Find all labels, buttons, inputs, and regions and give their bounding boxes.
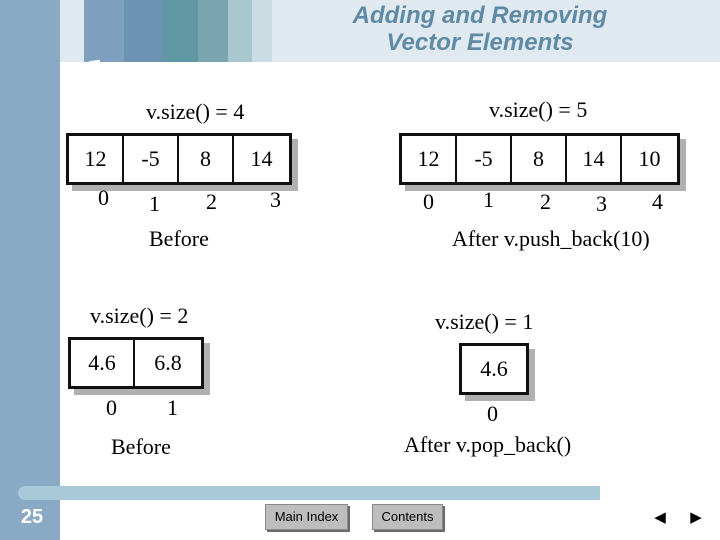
index-label: 1 [167, 395, 178, 420]
index-label: 2 [540, 189, 551, 214]
index-label: 4 [652, 189, 663, 214]
size-label: v.size() = 5 [489, 97, 588, 122]
contents-button[interactable]: Contents [372, 504, 443, 530]
caption: Before [149, 226, 209, 251]
vector-cell: 12 [417, 146, 440, 171]
index-label: 3 [270, 187, 281, 212]
sidebar-band [0, 0, 60, 540]
index-label: 1 [149, 191, 160, 216]
header-stripe [162, 0, 198, 62]
footer-strip [18, 486, 600, 500]
vector-row-after-push [399, 133, 680, 185]
index-label: 0 [487, 401, 498, 426]
previous-slide-icon[interactable]: ◀ [654, 508, 666, 526]
header-stripe [124, 0, 162, 62]
next-slide-icon[interactable]: ▶ [690, 508, 702, 526]
main-index-button[interactable]: Main Index [265, 504, 348, 530]
index-label: 0 [98, 185, 109, 210]
size-label: v.size() = 2 [90, 303, 189, 328]
vector-cell: -5 [122, 136, 177, 182]
index-label: 1 [483, 187, 494, 212]
vector-cell: 14 [232, 136, 289, 182]
index-label: 3 [596, 191, 607, 216]
caption: After v.push_back(10) [452, 226, 650, 251]
size-label: v.size() = 4 [146, 99, 245, 124]
slide-title [300, 2, 660, 56]
vector-cell: 4.6 [480, 356, 508, 381]
vector-cell: 6.8 [133, 340, 201, 386]
slide-title-line: Vector Elements [386, 29, 574, 56]
caption: After v.pop_back() [404, 432, 572, 457]
index-label: 2 [206, 189, 217, 214]
vector-cell: 14 [565, 136, 620, 182]
vector-cell: 8 [510, 136, 565, 182]
index-label: 0 [106, 395, 117, 420]
header-stripe [84, 0, 124, 62]
header-stripe [228, 0, 252, 62]
caption: Before [111, 434, 171, 459]
vector-row-before-pop [68, 337, 204, 389]
header-stripe [198, 0, 228, 62]
vector-cell: 8 [177, 136, 232, 182]
vector-cell: 10 [620, 136, 677, 182]
content-corner [60, 60, 100, 100]
slide-number: 25 [20, 506, 44, 528]
slide-title-line: Adding and Removing [352, 2, 608, 29]
index-label: 0 [423, 189, 434, 214]
vector-cell: -5 [455, 136, 510, 182]
vector-row-after-pop [459, 343, 529, 395]
vector-row-before-push [66, 133, 292, 185]
header-stripe [252, 0, 272, 62]
vector-cell: 4.6 [88, 350, 116, 375]
vector-cell: 12 [84, 146, 107, 171]
size-label: v.size() = 1 [435, 309, 534, 334]
